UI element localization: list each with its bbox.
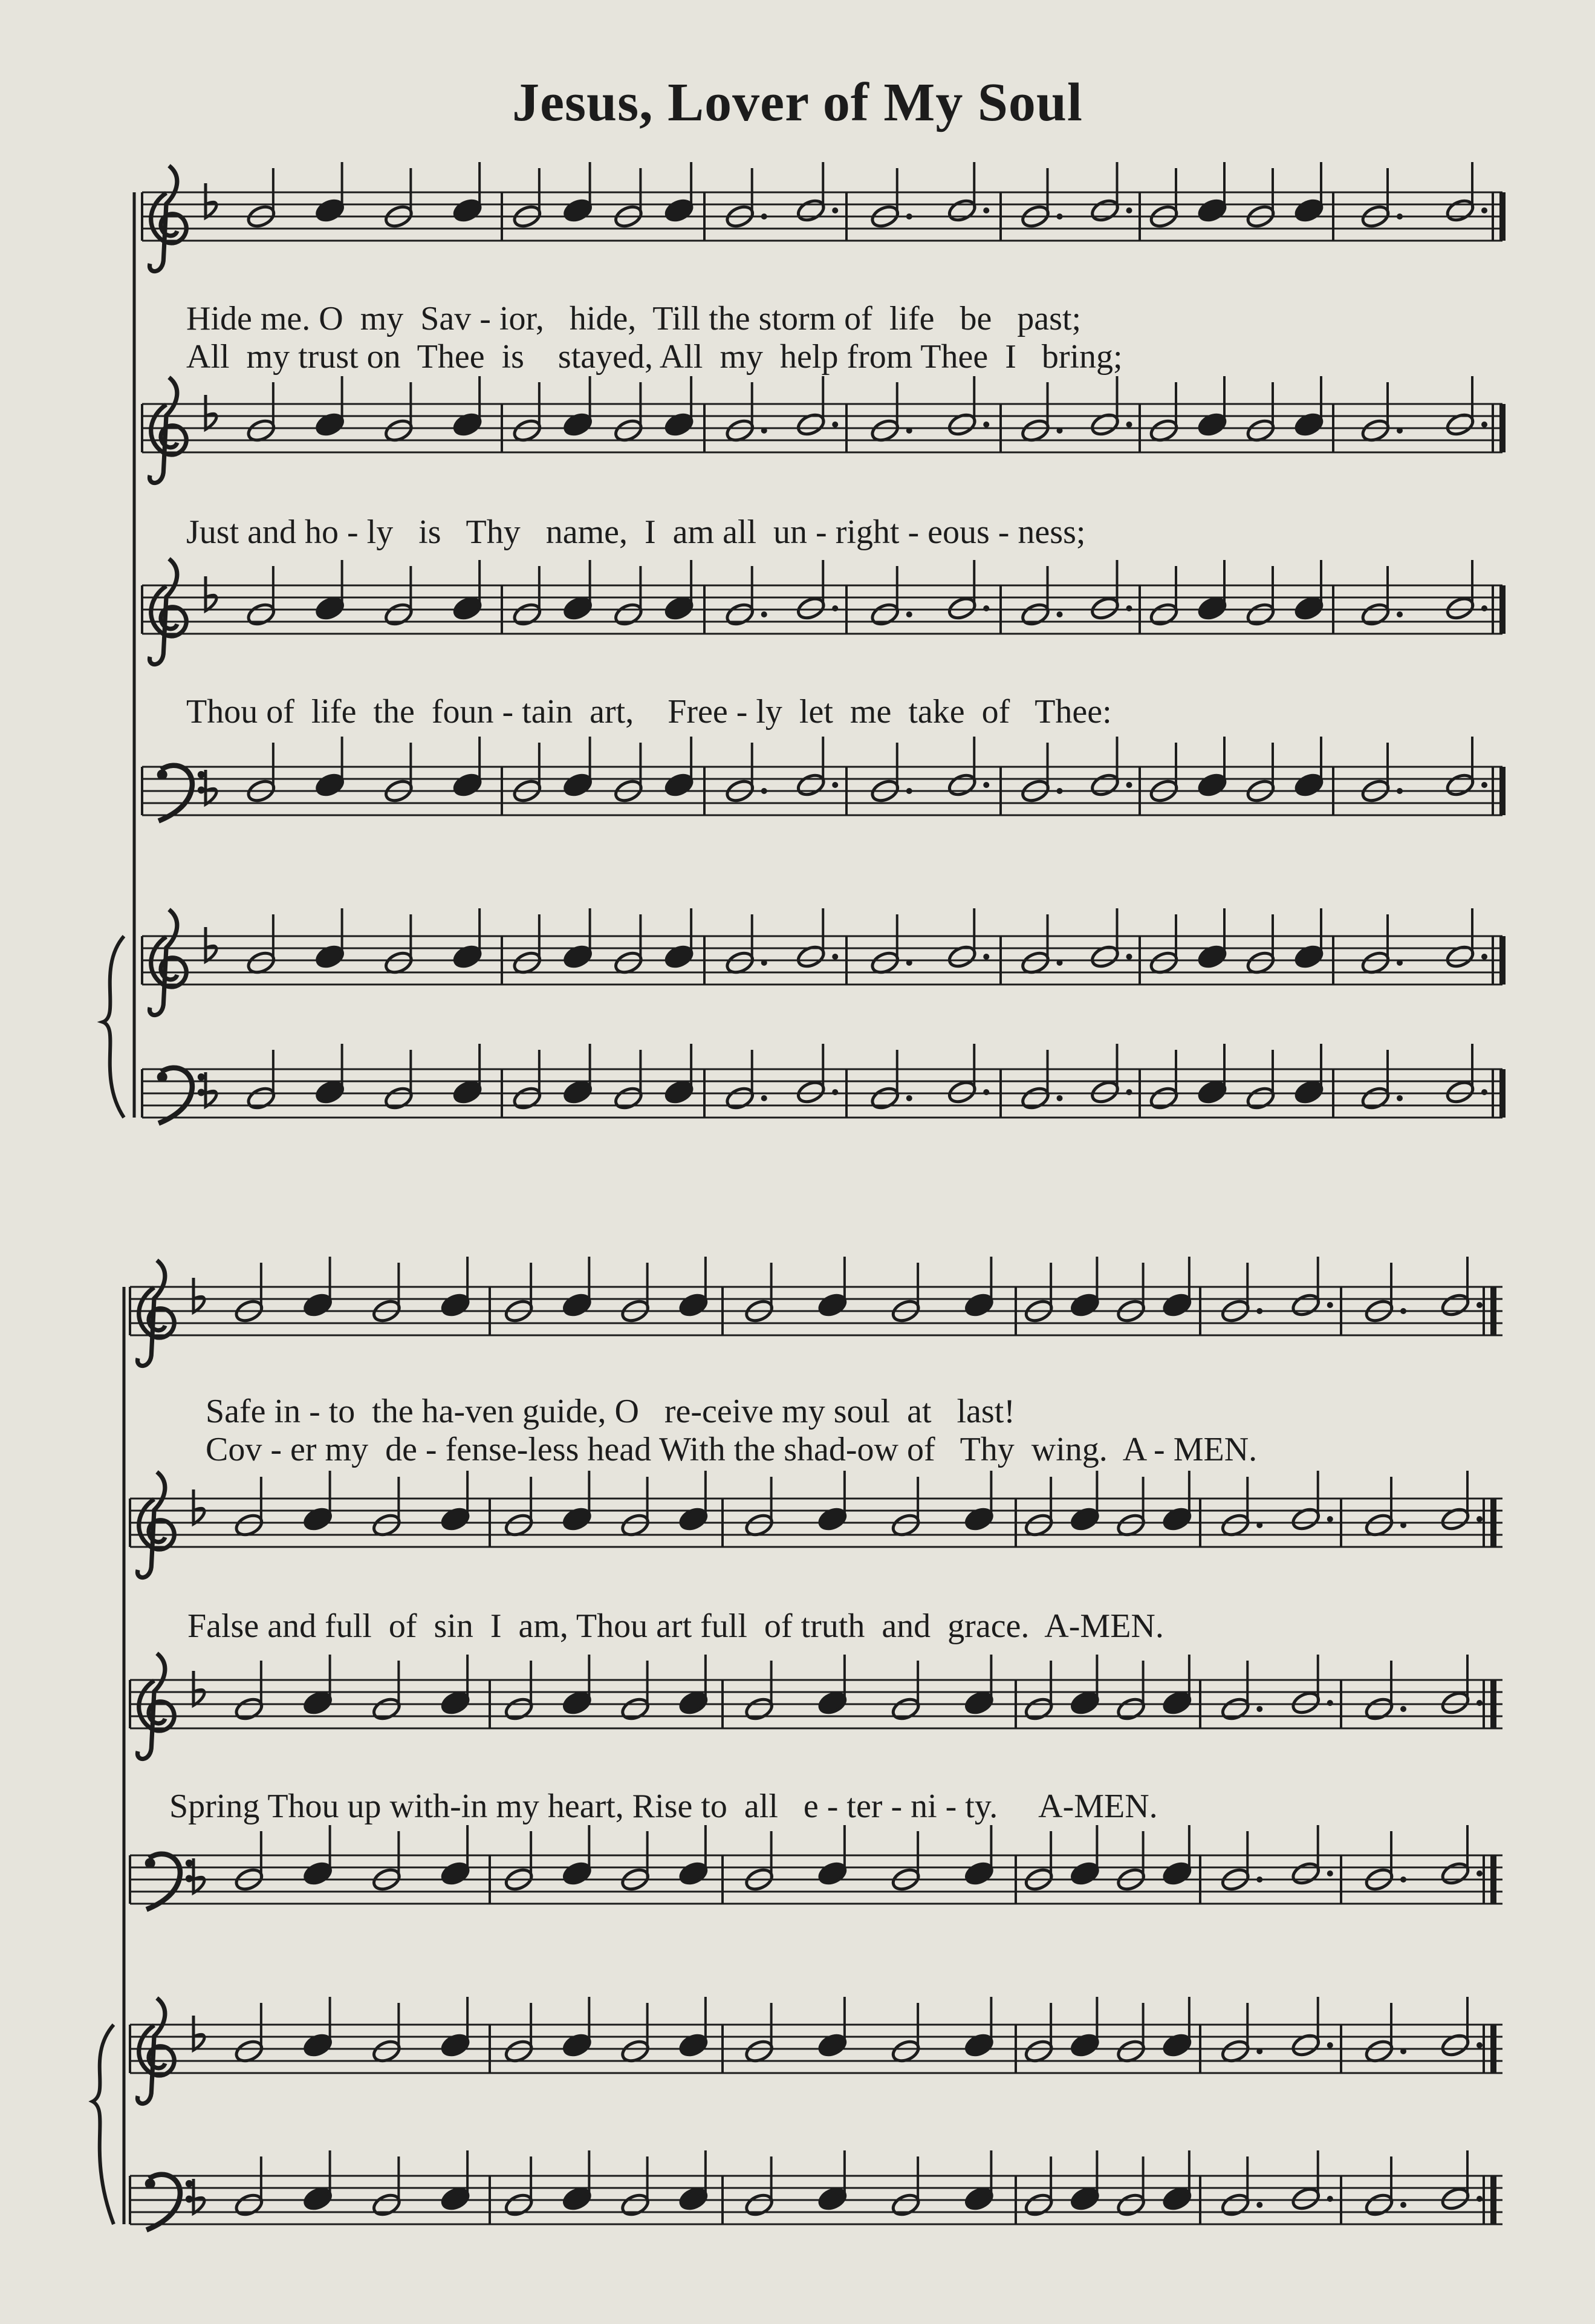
dot: [1327, 1302, 1333, 1308]
flat-sign-icon: [193, 1671, 204, 1705]
dot: [1256, 2202, 1262, 2208]
dot: [906, 213, 912, 220]
dot: [1327, 2042, 1333, 2048]
piano-brace-2: [93, 2025, 114, 2224]
dot: [1481, 782, 1487, 788]
lyric-line-s1-soprano-1: Hide me. O my Sav - ior, hide, Till the storm of life be past;: [186, 300, 1082, 337]
lyric-line-s2-tenor: Spring Thou up with-in my heart, Rise to all e - ter - ni - ty. A-MEN.: [169, 1788, 1158, 1825]
dot: [906, 611, 912, 617]
treble-clef-icon: [137, 1472, 174, 1578]
dot: [1476, 1700, 1483, 1706]
dot: [1256, 2048, 1262, 2054]
hymn-title: Jesus, Lover of My Soul: [512, 73, 1083, 132]
dot: [832, 1089, 838, 1095]
flat-sign-icon: [206, 770, 216, 804]
dot: [1256, 1522, 1262, 1528]
dot: [1256, 1706, 1262, 1712]
dot: [1327, 1700, 1333, 1706]
treble-clef-icon: [137, 1653, 174, 1759]
dot: [983, 605, 989, 611]
dot: [1126, 605, 1132, 611]
dot: [761, 428, 767, 434]
dot: [832, 207, 838, 213]
dot: [1397, 788, 1403, 794]
dot: [761, 611, 767, 617]
dot: [832, 422, 838, 428]
dot: [1126, 1089, 1132, 1095]
dot: [1327, 1516, 1333, 1522]
dot: [832, 782, 838, 788]
dot: [1057, 1095, 1063, 1101]
dot: [1126, 954, 1132, 960]
dot: [1397, 1095, 1403, 1101]
dot: [983, 954, 989, 960]
dot: [1476, 1302, 1483, 1308]
dot: [761, 1095, 767, 1101]
treble-clef-icon: [149, 166, 186, 272]
dot: [1327, 2196, 1333, 2202]
dot: [1400, 2048, 1406, 2054]
dot: [1481, 954, 1487, 960]
dot: [983, 782, 989, 788]
dot: [761, 788, 767, 794]
flat-sign-icon: [206, 576, 216, 611]
dot: [832, 954, 838, 960]
dot: [1400, 1522, 1406, 1528]
flat-sign-icon: [206, 1072, 216, 1107]
lyric-line-s2-soprano-2: Cov - er my de - fense-less head With the shad-ow of Thy wing. A - MEN.: [206, 1431, 1258, 1468]
dot: [1327, 1870, 1333, 1876]
lyric-line-s2-alto: False and full of sin I am, Thou art full of truth and grace. A-MEN.: [187, 1607, 1164, 1645]
dot: [1397, 428, 1403, 434]
dot: [983, 207, 989, 213]
dot: [1476, 1870, 1483, 1876]
treble-clef-icon: [149, 559, 186, 665]
dot: [1476, 2196, 1483, 2202]
dot: [906, 960, 912, 966]
flat-sign-icon: [193, 2016, 204, 2050]
dot: [1397, 960, 1403, 966]
dot: [761, 213, 767, 220]
dot: [1481, 605, 1487, 611]
dot: [1057, 788, 1063, 794]
dot: [1400, 1308, 1406, 1314]
flat-sign-icon: [193, 1858, 204, 1893]
bass-clef-icon: [145, 1854, 193, 1910]
bass-clef-icon: [157, 1068, 205, 1124]
dot: [1126, 422, 1132, 428]
piano-brace-1: [103, 936, 124, 1118]
flat-sign-icon: [206, 395, 216, 429]
dot: [1481, 1089, 1487, 1095]
bass-clef-icon: [145, 2175, 193, 2230]
dot: [1256, 1876, 1262, 1883]
dot: [1057, 960, 1063, 966]
dot: [1057, 428, 1063, 434]
dot: [832, 605, 838, 611]
treble-clef-icon: [137, 1998, 174, 2104]
dot: [1476, 1516, 1483, 1522]
flat-sign-icon: [206, 927, 216, 962]
dot: [1481, 207, 1487, 213]
dot: [1400, 1706, 1406, 1712]
lyric-line-s1-alto: Just and ho - ly is Thy name, I am all un - right - eous - ness;: [186, 513, 1086, 551]
dot: [1126, 207, 1132, 213]
flat-sign-icon: [193, 1489, 204, 1524]
dot: [1397, 213, 1403, 220]
dot: [906, 788, 912, 794]
dot: [761, 960, 767, 966]
treble-clef-icon: [149, 377, 186, 483]
lyric-line-s1-tenor: Thou of life the foun - tain art, Free - ly let me take of Thee:: [186, 693, 1112, 731]
dot: [1256, 1308, 1262, 1314]
bass-clef-icon: [157, 766, 205, 821]
dot: [983, 1089, 989, 1095]
lyric-line-s2-soprano-1: Safe in - to the ha-ven guide, O re-ceive my soul at last!: [206, 1393, 1015, 1430]
dot: [1057, 611, 1063, 617]
dot: [1400, 2202, 1406, 2208]
dot: [906, 428, 912, 434]
dot: [1057, 213, 1063, 220]
lyric-line-s1-soprano-2: All my trust on Thee is stayed, All my help from Thee I bring;: [186, 338, 1123, 376]
dot: [1476, 2042, 1483, 2048]
flat-sign-icon: [193, 2179, 204, 2213]
flat-sign-icon: [193, 1278, 204, 1312]
dot: [1481, 422, 1487, 428]
treble-clef-icon: [137, 1260, 174, 1366]
dot: [983, 422, 989, 428]
treble-clef-icon: [149, 910, 186, 1015]
dot: [1400, 1876, 1406, 1883]
dot: [1397, 611, 1403, 617]
dot: [1126, 782, 1132, 788]
flat-sign-icon: [206, 183, 216, 218]
dot: [906, 1095, 912, 1101]
